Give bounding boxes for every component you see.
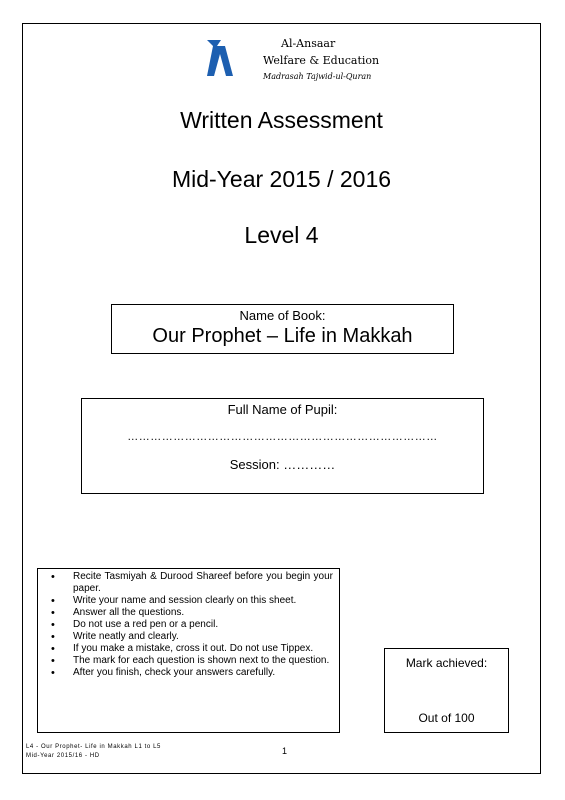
page-number: 1 <box>282 746 288 756</box>
instructions-box <box>37 568 340 733</box>
instruction-item: • The mark for each question is shown next to the question. <box>38 655 333 667</box>
pupil-name-label: Full Name of Pupil: <box>227 402 338 417</box>
instruction-item: • Do not use a red pen or a pencil. <box>38 619 333 631</box>
pupil-session-line[interactable]: Session: ………… <box>229 457 336 472</box>
instructions-list <box>38 569 339 679</box>
org-subtitle: Welfare & Education <box>263 54 380 67</box>
footer-line-2: Mid-Year 2015/16 - HD <box>26 753 100 759</box>
instruction-item: • If you make a mistake, cross it out. Do not use Tippex. <box>38 643 333 655</box>
pupil-box <box>81 398 484 494</box>
instruction-item: • After you finish, check your answers carefully. <box>38 667 333 679</box>
assessment-title: Written Assessment <box>180 107 383 133</box>
footer-line-1: L4 - Our Prophet- Life in Makkah L1 to L5 <box>26 744 161 750</box>
footer-info <box>26 743 161 761</box>
mark-box <box>384 648 509 733</box>
assessment-term: Mid-Year 2015 / 2016 <box>171 166 392 192</box>
book-label: Name of Book: <box>239 308 326 323</box>
pupil-name-line[interactable]: ……………………………………………………………………… <box>127 431 438 443</box>
instruction-item: • Write neatly and clearly. <box>38 631 333 643</box>
org-name: Al-Ansaar <box>281 37 336 50</box>
org-tagline: Madrasah Tajwid-ul-Quran <box>263 72 372 81</box>
book-name: Our Prophet – Life in Makkah <box>152 325 413 347</box>
instruction-item: • Write your name and session clearly on this sheet. <box>38 595 333 607</box>
mark-out-of: Out of 100 <box>418 711 475 725</box>
organization-logo <box>203 35 383 91</box>
book-box <box>111 304 454 354</box>
instruction-item: • Recite Tasmiyah & Durood Shareef before you begin your paper. <box>38 571 333 595</box>
instruction-item: • Answer all the questions. <box>38 607 333 619</box>
assessment-level: Level 4 <box>244 222 319 248</box>
mark-achieved-label: Mark achieved: <box>405 656 488 670</box>
logo-mark-icon <box>203 38 237 78</box>
